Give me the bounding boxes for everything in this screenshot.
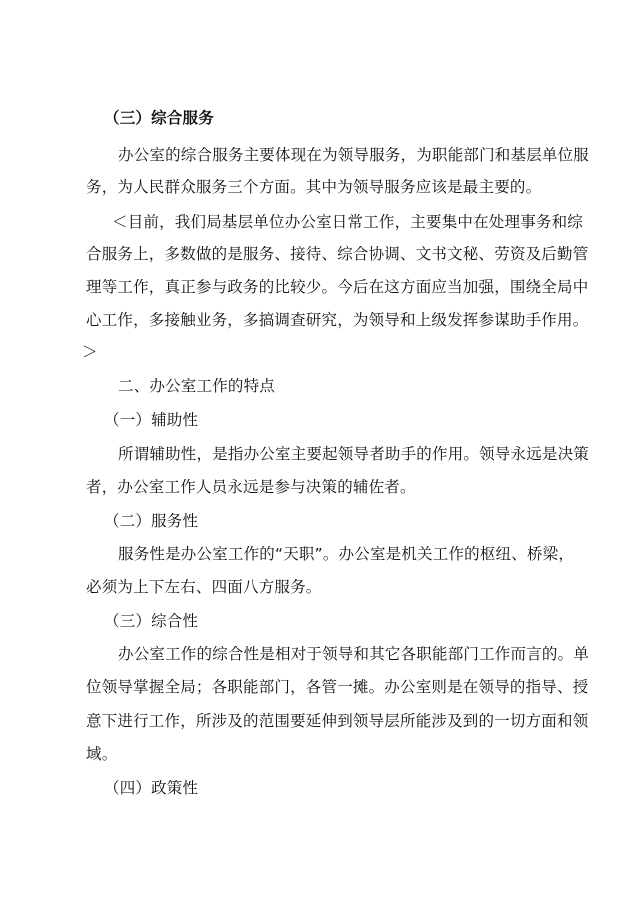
paragraph-line: 者，办公室工作人员永远是参与决策的辅佐者。 bbox=[86, 478, 416, 496]
paragraph-line: 办公室工作的综合性是相对于领导和其它各职能部门工作而言的。单 bbox=[118, 645, 590, 663]
heading-comprehensive-service: （三）综合服务 bbox=[104, 109, 214, 127]
paragraph-line: 心工作，多接触业务，多搞调查研究，为领导和上级发挥参谋助手作用。 bbox=[86, 311, 589, 329]
paragraph-line: 必须为上下左右、四面八方服务。 bbox=[86, 578, 322, 596]
paragraph-line: 合服务上，多数做的是服务、接待、综合协调、文书文秘、劳资及后勤管 bbox=[86, 245, 589, 263]
paragraph-line: 服务性是办公室工作的“天职”。办公室是机关工作的枢纽、桥梁， bbox=[118, 545, 575, 563]
section-heading-office-characteristics: 二、办公室工作的特点 bbox=[118, 377, 276, 395]
paragraph-line: 域。 bbox=[86, 745, 118, 763]
subheading-auxiliary: （一）辅助性 bbox=[104, 411, 199, 429]
paragraph-line: 务，为人民群众服务三个方面。其中为领导服务应该是最主要的。 bbox=[86, 178, 542, 196]
subheading-policy: （四）政策性 bbox=[104, 779, 199, 797]
paragraph-line: 理等工作，真正参与政务的比较少。今后在这方面应当加强，围绕全局中 bbox=[86, 278, 589, 296]
paragraph-line: 办公室的综合服务主要体现在为领导服务，为职能部门和基层单位服 bbox=[118, 146, 590, 164]
subheading-comprehensive: （三）综合性 bbox=[104, 612, 199, 630]
paragraph-line: 位领导掌握全局；各职能部门，各管一摊。办公室则是在领导的指导、授 bbox=[86, 678, 589, 696]
paragraph-line: ＞ bbox=[82, 343, 98, 361]
paragraph-line: 意下进行工作，所涉及的范围要延伸到领导层所能涉及到的一切方面和领 bbox=[86, 712, 589, 730]
paragraph-line: ＜目前，我们局基层单位办公室日常工作，主要集中在处理事务和综 bbox=[112, 213, 584, 231]
subheading-service: （二）服务性 bbox=[104, 512, 199, 530]
paragraph-line: 所谓辅助性，是指办公室主要起领导者助手的作用。领导永远是决策 bbox=[118, 445, 590, 463]
